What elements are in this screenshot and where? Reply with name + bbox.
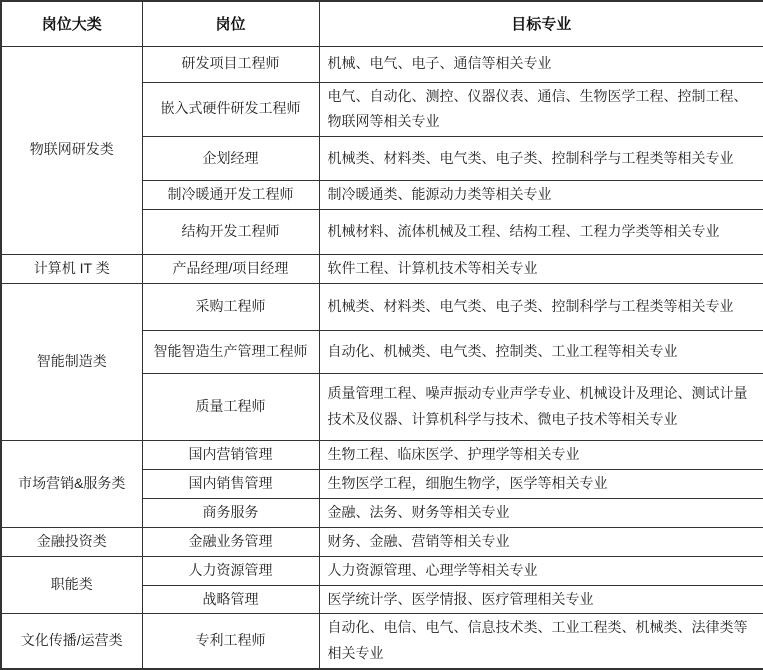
table-row xyxy=(1,441,763,470)
header-row xyxy=(1,1,763,46)
position-cell: 金融业务管理 xyxy=(142,527,319,556)
target-majors-cell: 自动化、机械类、电气类、控制类、工业工程等相关专业 xyxy=(319,331,763,374)
position-cell: 嵌入式硬件研发工程师 xyxy=(142,82,319,137)
target-majors-cell: 机械材料、流体机械及工程、结构工程、工程力学类等相关专业 xyxy=(319,210,763,255)
target-majors-cell: 电气、自动化、测控、仪器仪表、通信、生物医学工程、控制工程、物联网等相关专业 xyxy=(319,82,763,137)
position-cell: 智能智造生产管理工程师 xyxy=(142,331,319,374)
target-majors-cell: 软件工程、计算机技术等相关专业 xyxy=(319,255,763,284)
position-cell: 结构开发工程师 xyxy=(142,210,319,255)
table-body xyxy=(1,46,763,669)
target-majors-cell: 制冷暖通类、能源动力类等相关专业 xyxy=(319,181,763,210)
target-majors-cell: 生物工程、临床医学、护理学等相关专业 xyxy=(319,441,763,470)
target-majors-cell: 财务、金融、营销等相关专业 xyxy=(319,527,763,556)
target-majors-cell: 机械类、材料类、电气类、电子类、控制科学与工程类等相关专业 xyxy=(319,137,763,181)
position-cell: 质量工程师 xyxy=(142,374,319,441)
category-cell: 物联网研发类 xyxy=(1,46,142,255)
position-cell: 战略管理 xyxy=(142,585,319,614)
header-target-major: 目标专业 xyxy=(319,1,763,46)
position-cell: 研发项目工程师 xyxy=(142,46,319,82)
target-majors-cell: 机械类、材料类、电气类、电子类、控制科学与工程类等相关专业 xyxy=(319,284,763,331)
category-cell: 金融投资类 xyxy=(1,527,142,556)
table-row xyxy=(1,284,763,331)
header-position: 岗位 xyxy=(142,1,319,46)
table-row xyxy=(1,556,763,585)
target-majors-cell: 人力资源管理、心理学等相关专业 xyxy=(319,556,763,585)
table-row xyxy=(1,255,763,284)
target-majors-cell: 生物医学工程，细胞生物学，医学等相关专业 xyxy=(319,469,763,498)
category-cell: 计算机 IT 类 xyxy=(1,255,142,284)
position-cell: 国内销售管理 xyxy=(142,469,319,498)
position-cell: 国内营销管理 xyxy=(142,441,319,470)
table-row xyxy=(1,527,763,556)
header-category: 岗位大类 xyxy=(1,1,142,46)
position-cell: 制冷暖通开发工程师 xyxy=(142,181,319,210)
position-cell: 企划经理 xyxy=(142,137,319,181)
category-cell: 市场营销&服务类 xyxy=(1,441,142,528)
target-majors-cell: 机械、电气、电子、通信等相关专业 xyxy=(319,46,763,82)
target-majors-cell: 医学统计学、医学情报、医疗管理相关专业 xyxy=(319,585,763,614)
table-row xyxy=(1,46,763,82)
position-cell: 人力资源管理 xyxy=(142,556,319,585)
category-cell: 智能制造类 xyxy=(1,284,142,441)
position-cell: 采购工程师 xyxy=(142,284,319,331)
position-cell: 商务服务 xyxy=(142,498,319,527)
target-majors-cell: 质量管理工程、噪声振动专业声学专业、机械设计及理论、测试计量技术及仪器、计算机科学与技术、微电子技术等相关专业 xyxy=(319,374,763,441)
category-cell: 职能类 xyxy=(1,556,142,614)
target-majors-cell: 金融、法务、财务等相关专业 xyxy=(319,498,763,527)
category-cell: 文化传播/运营类 xyxy=(1,614,142,669)
target-majors-cell: 自动化、电信、电气、信息技术类、工业工程类、机械类、法律类等相关专业 xyxy=(319,614,763,669)
position-cell: 产品经理/项目经理 xyxy=(142,255,319,284)
position-cell: 专利工程师 xyxy=(142,614,319,669)
